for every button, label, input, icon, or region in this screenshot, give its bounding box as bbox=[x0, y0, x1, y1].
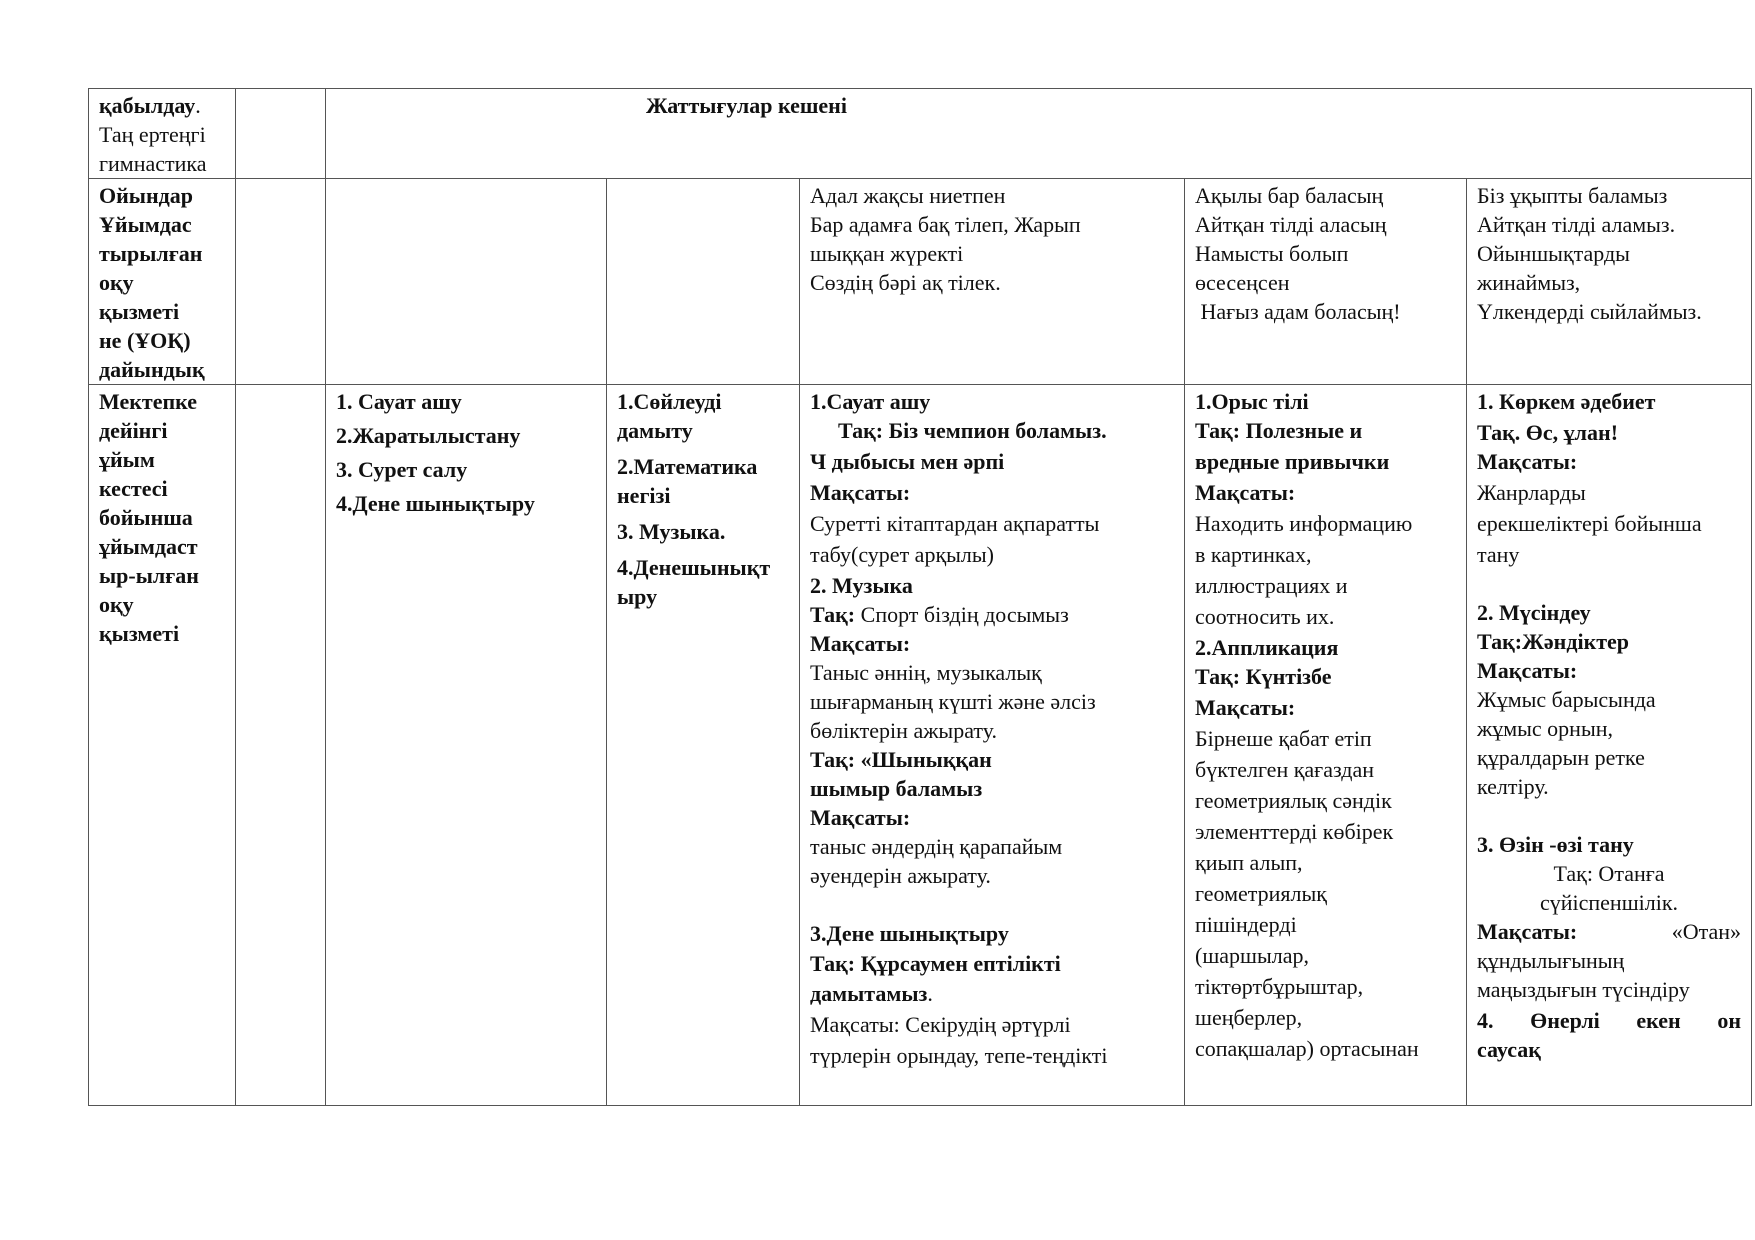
exercise-complex-title: Жаттығулар кешені bbox=[646, 93, 847, 118]
activities-wednesday: 1.Сауат ашу Тақ: Біз чемпион боламыз. Ч дыбысы мен әрпі Мақсаты: Суретті кітаптардан ақпаратты табу(сурет арқылы) 2. Музыка Тақ: Спорт біздің досымыз Мақсаты: Таныс әннің, музыкалық шығарманың күшті және әлсіз бөліктерін ажырату. Тақ: «Шыныққан шымыр баламыз Мақсаты: таныс әндердің қарапайым әуендерін ажырату. 3.Дене шынықтыру Тақ: Құрсаумен ептілікті дамытамыз. Мақсаты: Секірудің әртүрлі түрлерін орындау, тепе-теңдікті bbox=[800, 385, 1185, 1106]
activities-friday: 1. Көркем әдебиет Тақ. Өс, ұлан! Мақсаты: Жанрларды ерекшеліктері бойынша тану 2. Мүсіндеу Тақ:Жәндіктер Мақсаты: Жұмыс барысында жұмыс орнын, құралдарын ретке келтіру. 3. Өзін -өзі тану Тақ: Отанға сүйіспеншілік. Мақсаты: «Отан» құндылығының маңыздығын түсіндіру 4. Өнерлі екен он саусақ bbox=[1467, 385, 1752, 1106]
poem-cell-thursday: Ақылы бар баласың Айтқан тілді аласың Намысты болып өсесеңсен Нағыз адам боласың! bbox=[1185, 179, 1467, 385]
activities-thursday: 1.Орыс тілі Тақ: Полезные и вредные привычки Мақсаты: Находить информацию в картинках, иллюстрациях и соотносить их. 2.Аппликация Тақ: Күнтізбе Мақсаты: Бірнеше қабат етіп бүктелген қағаздан геометриялық сәндік элементтерді көбірек қиып алып, геометриялық пішіндерді (шаршылар, тіктөртбұрыштар, шеңберлер, сопақшалар) ортасынан bbox=[1185, 385, 1467, 1106]
poem-cell-wednesday: Адал жақсы ниетпен Бар адамға бақ тілеп, Жарып шыққан жүректі Сөздің бәрі ақ тілек. bbox=[800, 179, 1185, 385]
empty-cell bbox=[236, 89, 326, 179]
row-label-activities: Мектепке дейінгі ұйым кестесі бойынша ұйымдаст ыр-ылған оқу қызметі bbox=[89, 385, 236, 1106]
activities-tuesday: 1.Сөйлеуді дамыту 2.Математика негізі 3. Музыка. 4.Денешынықт ыру bbox=[607, 385, 800, 1106]
row-label-preparation: Ойындар Ұйымдас тырылған оқу қызметі не (ҰОҚ) дайындық bbox=[89, 179, 236, 385]
empty-cell bbox=[326, 179, 607, 385]
row-label-reception: қабылдау. Таң ертеңгі гимнастика bbox=[89, 89, 236, 179]
schedule-table bbox=[88, 88, 1752, 1106]
exercise-complex-title-cell bbox=[326, 89, 1752, 179]
poem-cell-friday: Біз ұқыпты баламыз Айтқан тілді аламыз. Ойыншықтарды жинаймыз, Үлкендерді сыйлаймыз. bbox=[1467, 179, 1752, 385]
table-row bbox=[89, 89, 1752, 179]
activities-monday: 1. Сауат ашу 2.Жаратылыстану 3. Сурет салу 4.Дене шынықтыру bbox=[326, 385, 607, 1106]
table-row bbox=[89, 179, 1752, 385]
empty-cell bbox=[607, 179, 800, 385]
table-row bbox=[89, 385, 1752, 1106]
empty-cell bbox=[236, 385, 326, 1106]
empty-cell bbox=[236, 179, 326, 385]
